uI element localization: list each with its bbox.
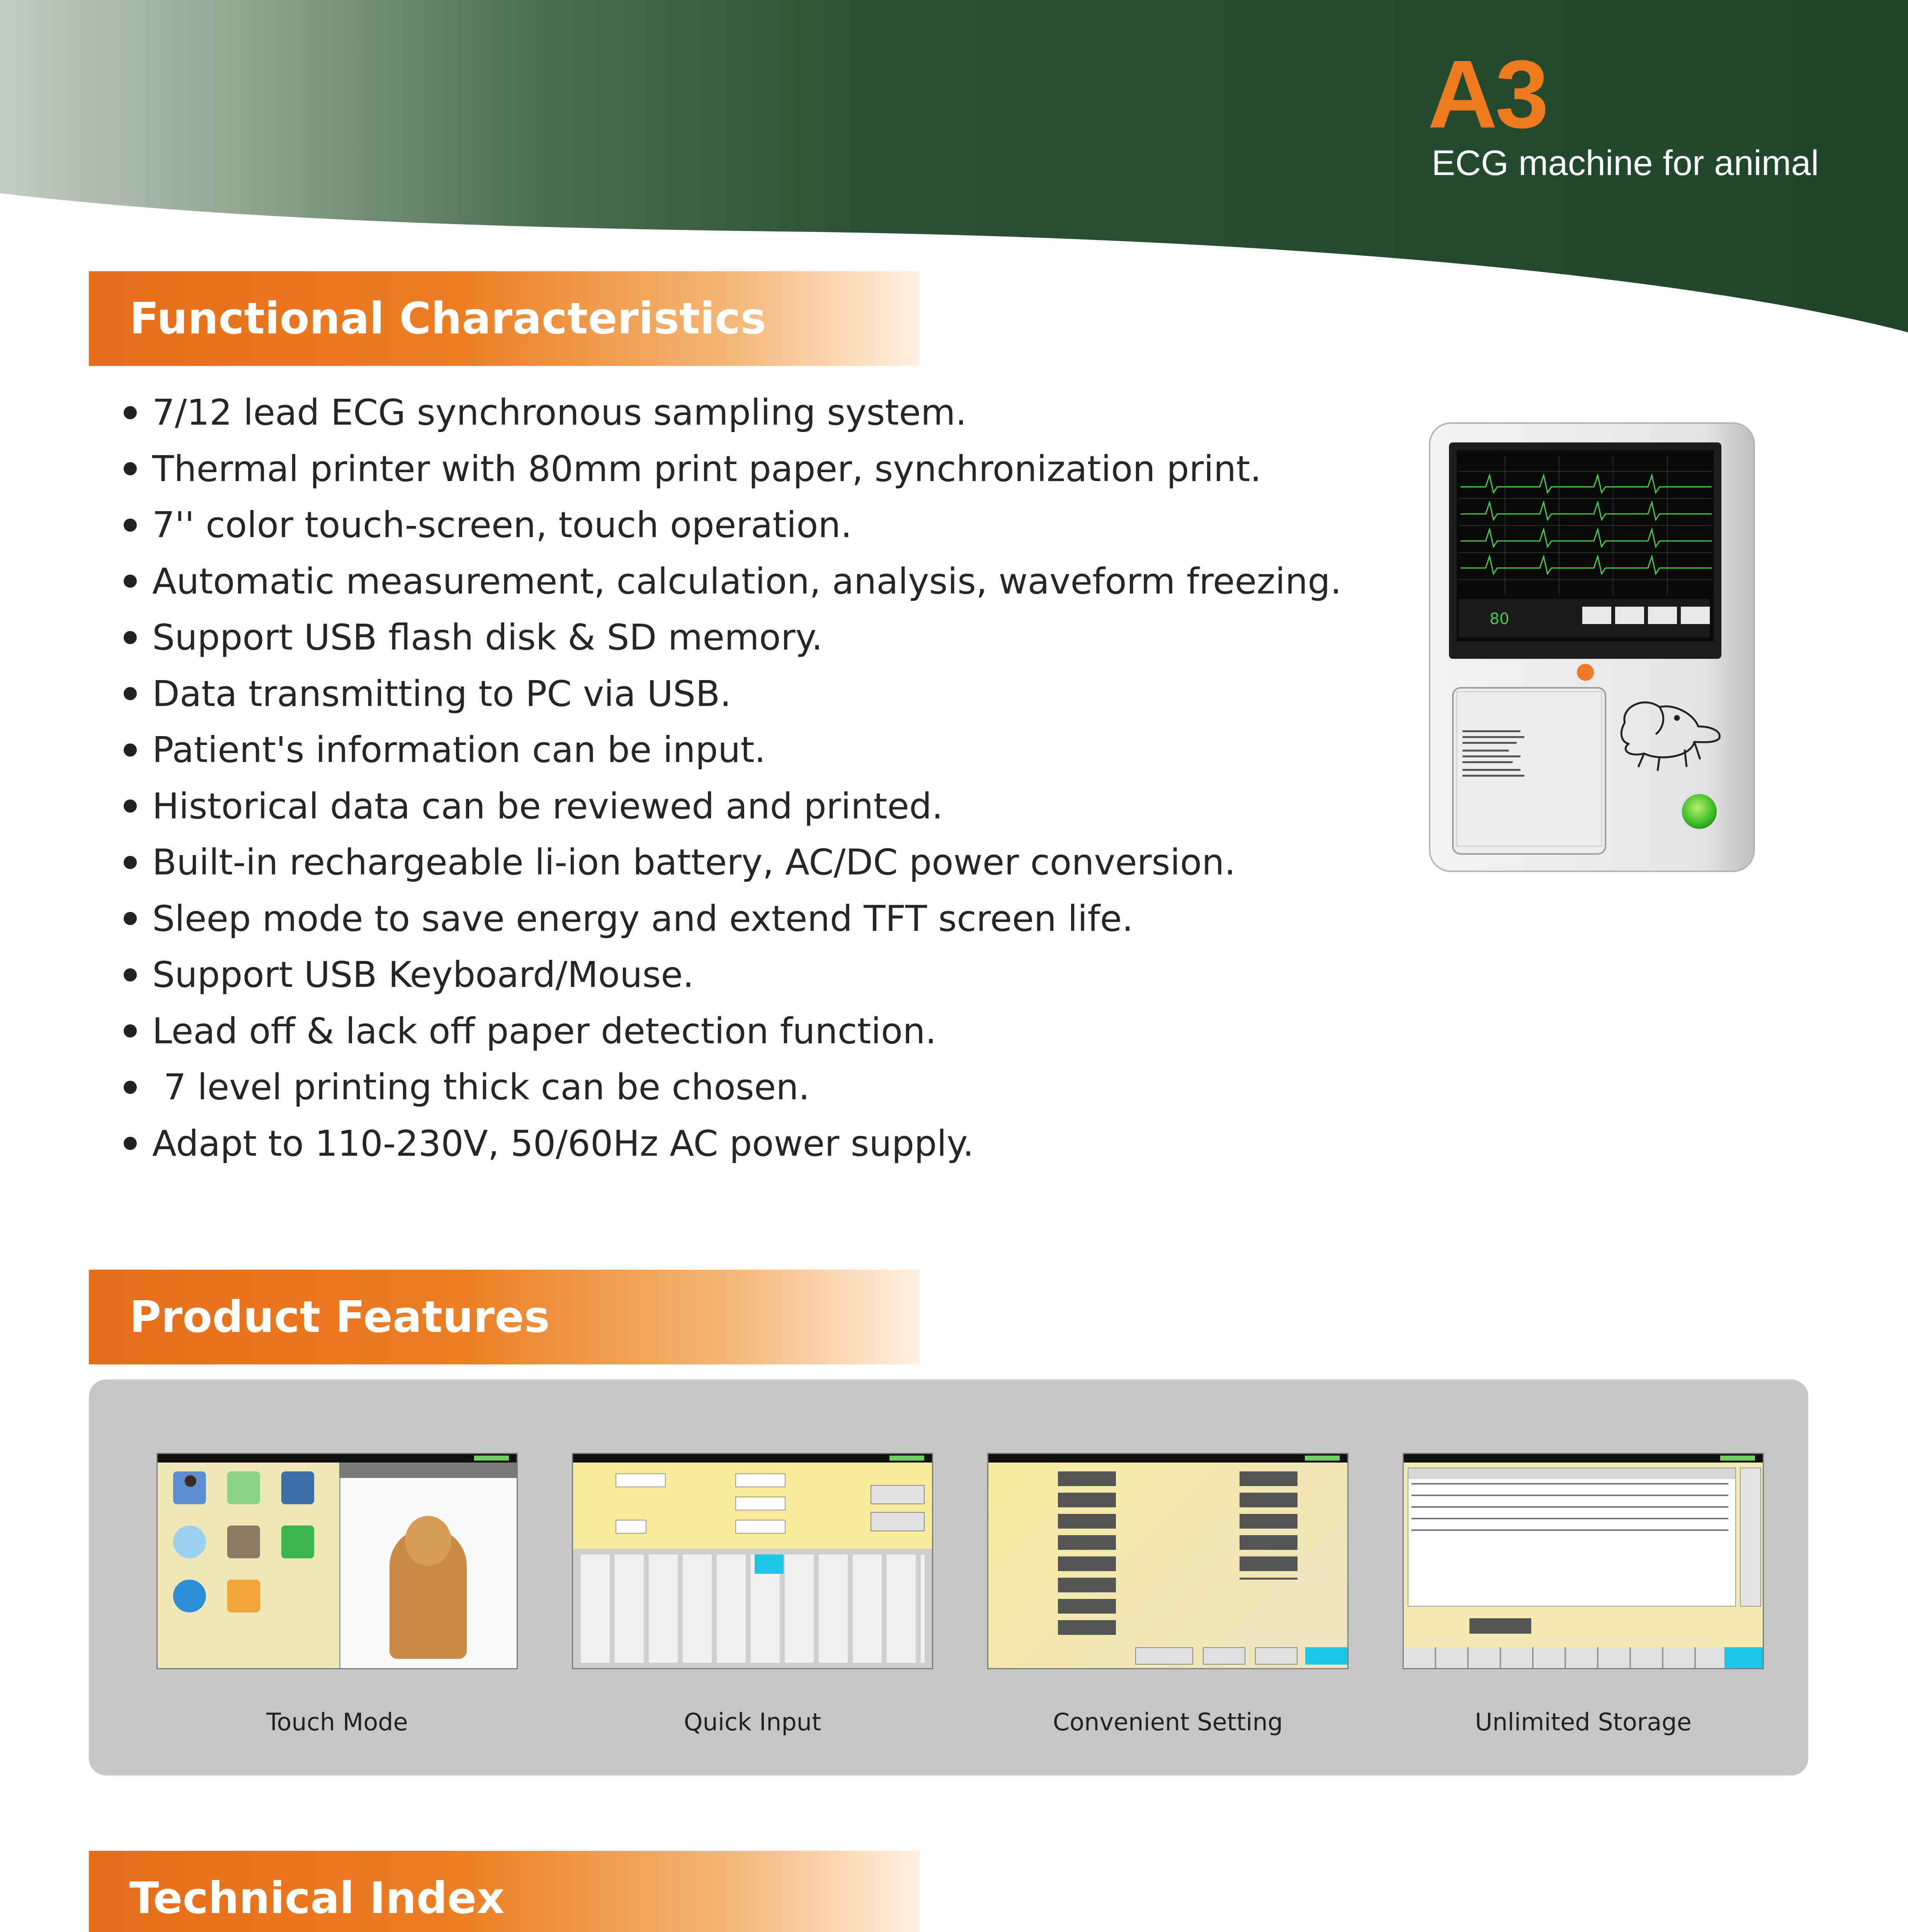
list-item: Lead off & lack off paper detection function. xyxy=(124,1003,1399,1060)
list-item: Thermal printer with 80mm print paper, synchronization print. xyxy=(124,441,1399,497)
list-item: Support USB Keyboard/Mouse. xyxy=(124,947,1399,1003)
list-item: Sleep mode to save energy and extend TFT screen life. xyxy=(124,891,1399,947)
settings-screen-icon xyxy=(987,1453,1349,1669)
bullet-icon xyxy=(124,968,137,981)
bullet-icon xyxy=(124,1137,137,1150)
functional-banner xyxy=(89,271,920,366)
list-item: Data transmitting to PC via USB. xyxy=(124,666,1399,722)
features-heading: Product Features xyxy=(129,1292,550,1342)
technical-heading: Technical Index xyxy=(129,1873,505,1923)
bullet-icon xyxy=(124,743,137,757)
bullet-icon xyxy=(124,575,137,588)
functional-heading: Functional Characteristics xyxy=(129,293,766,344)
list-item: 7 level printing thick can be chosen. xyxy=(124,1059,1399,1116)
ecg-device-image xyxy=(1428,421,1756,873)
feature-caption: Unlimited Storage xyxy=(1475,1708,1692,1736)
storage-screen-icon xyxy=(1403,1453,1764,1669)
feature-caption: Touch Mode xyxy=(266,1708,408,1736)
quick-input-screen-icon xyxy=(572,1453,933,1669)
feature-unlimited-storage xyxy=(1403,1453,1764,1736)
list-item: Adapt to 110-230V, 50/60Hz AC power supply. xyxy=(124,1116,1399,1172)
bullet-icon xyxy=(124,631,137,644)
features-banner xyxy=(89,1270,920,1364)
list-item: 7/12 lead ECG synchronous sampling system. xyxy=(124,384,1399,441)
bullet-icon xyxy=(124,462,137,475)
feature-quick-input xyxy=(572,1453,933,1736)
list-item: Historical data can be reviewed and printed. xyxy=(124,778,1399,835)
bullet-icon xyxy=(124,799,137,813)
touch-mode-screen-icon xyxy=(156,1453,518,1669)
bullet-icon xyxy=(124,687,137,700)
model-title: A3 xyxy=(1428,40,1547,148)
model-subtitle: ECG machine for animal xyxy=(1432,143,1819,183)
svg-text:80: 80 xyxy=(1490,610,1509,628)
bullet-icon xyxy=(124,856,137,869)
features-panel xyxy=(89,1379,1808,1776)
feature-convenient-setting xyxy=(987,1453,1349,1736)
bullet-icon xyxy=(124,912,137,925)
feature-caption: Quick Input xyxy=(684,1708,821,1736)
feature-caption: Convenient Setting xyxy=(1053,1708,1283,1736)
feature-touch-mode xyxy=(156,1453,518,1736)
bullet-icon xyxy=(124,1024,137,1037)
bullet-icon xyxy=(124,406,137,419)
bullet-icon xyxy=(124,519,137,532)
bullet-icon xyxy=(124,1081,137,1094)
list-item: Automatic measurement, calculation, analysis, waveform freezing. xyxy=(124,553,1399,610)
list-item: Support USB flash disk & SD memory. xyxy=(124,609,1399,666)
technical-banner xyxy=(89,1851,920,1932)
list-item: Patient's information can be input. xyxy=(124,722,1399,778)
functional-list xyxy=(124,384,1399,1172)
list-item: Built-in rechargeable li-ion battery, AC/DC power conversion. xyxy=(124,834,1399,891)
list-item: 7'' color touch-screen, touch operation. xyxy=(124,497,1399,553)
